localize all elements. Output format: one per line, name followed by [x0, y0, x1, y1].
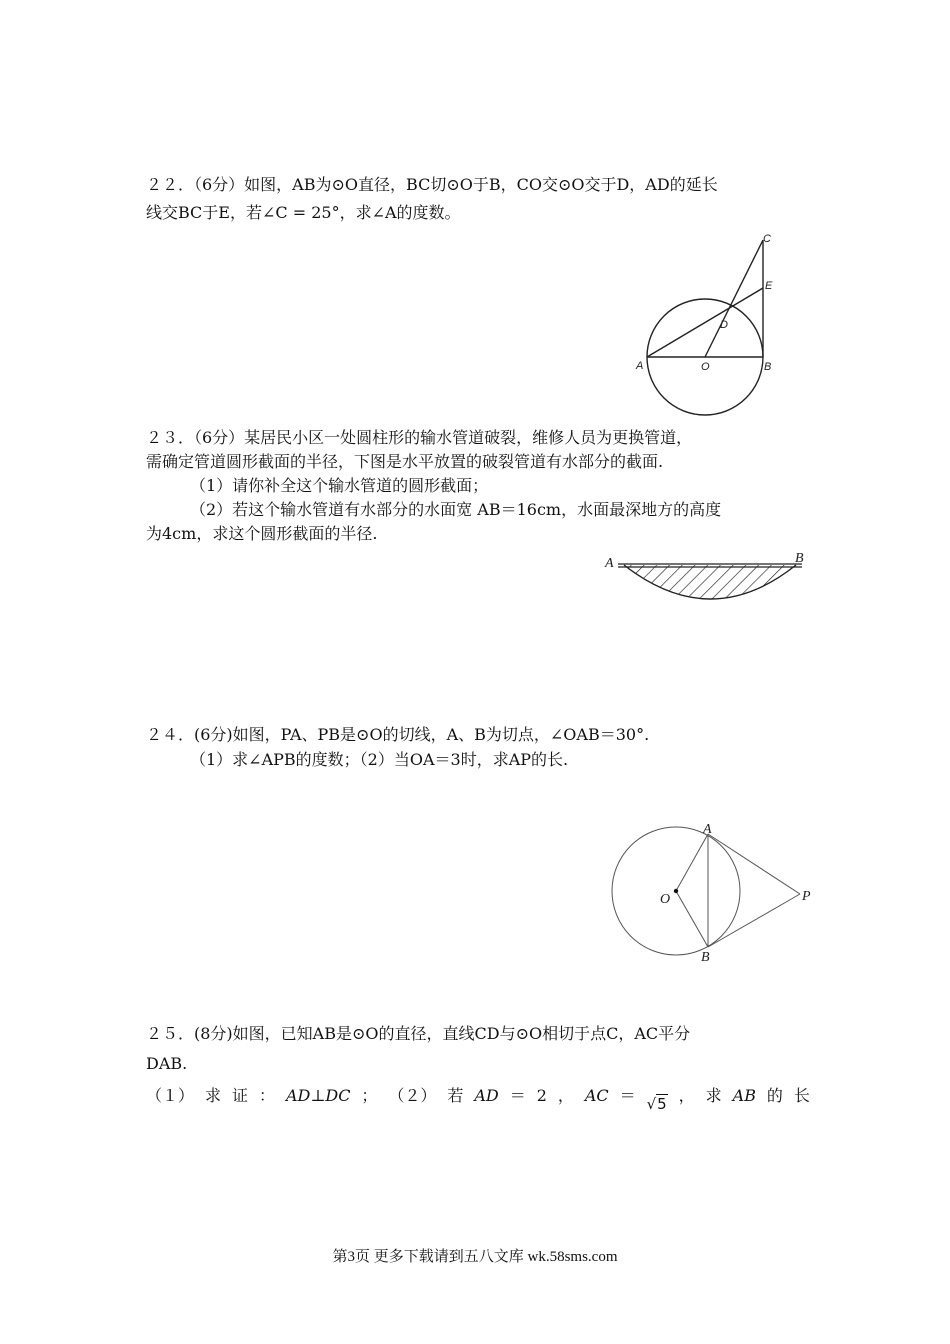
q25-part: ： — [258, 1086, 275, 1105]
q25-part: 的 — [766, 1086, 783, 1105]
label-a: A — [605, 556, 614, 571]
tangent-pa — [708, 834, 800, 894]
q25-part: AC — [584, 1086, 609, 1105]
label-p: P — [802, 889, 811, 904]
label-e: E — [765, 280, 773, 292]
q24-figure — [598, 818, 823, 968]
q24-line-2: （1）求∠APB的度数；（2）当OA＝3时，求AP的长. — [190, 750, 569, 769]
label-b: B — [701, 950, 710, 965]
q25-part: 求 — [705, 1086, 722, 1105]
label-c: C — [763, 233, 771, 245]
q25-part: ， — [557, 1086, 574, 1105]
label-a: A — [636, 360, 644, 372]
page-footer: 第3页 更多下载请到五八文库 wk.58sms.com — [332, 1249, 618, 1265]
q22-figure — [628, 228, 778, 423]
sqrt-value: 5 — [657, 1095, 667, 1113]
q25-part: ； — [361, 1086, 378, 1105]
q25-part: 若 — [447, 1086, 464, 1105]
q25-part: （１） — [146, 1086, 195, 1105]
q25-part: 证 — [231, 1086, 248, 1105]
q23-figure — [600, 545, 822, 617]
q25-part: ＝ — [509, 1086, 526, 1105]
q25-line-2: DAB. — [146, 1054, 188, 1073]
center-dot — [674, 889, 678, 893]
q25-part: 2 — [536, 1086, 547, 1105]
q22-line-2: 线交BC于E，若∠C = 25°，求∠A的度数。 — [146, 203, 461, 222]
line-co — [705, 240, 763, 357]
label-o: O — [701, 361, 710, 373]
q25-part: AD⊥DC — [285, 1086, 351, 1105]
q23-line-5: 为4cm，求这个圆形截面的半径. — [146, 524, 378, 543]
q25-part: AB — [732, 1086, 756, 1105]
q23-line-3: （1）请你补全这个输水管道的圆形截面； — [190, 476, 489, 495]
q25-line-1: ２５．(8分)如图，已知AB是⊙O的直径，直线CD与⊙O相切于点C，AC平分 — [146, 1024, 691, 1043]
label-b: B — [795, 551, 804, 566]
q25-part: 求 — [204, 1086, 221, 1105]
sqrt-symbol: √5 — [646, 1095, 667, 1113]
radius-oa — [676, 834, 708, 891]
q23-line-1: ２３．（6分）某居民小区一处圆柱形的输水管道破裂，维修人员为更换管道， — [146, 428, 693, 447]
q25-part: AD — [474, 1086, 499, 1105]
q22-line-1: ２２．（6分）如图，AB为⊙O直径，BC切⊙O于B，CO交⊙O交于D，AD的延长 — [146, 175, 718, 194]
q25-part: ＝ — [619, 1086, 636, 1105]
label-d: D — [720, 319, 728, 331]
q25-part: 长 — [793, 1086, 810, 1105]
tangent-pb — [708, 894, 800, 947]
q25-line-3 — [146, 1085, 810, 1113]
q23-line-4: （2）若这个输水管道有水部分的水面宽 AB＝16cm，水面最深地方的高度 — [190, 500, 722, 519]
radius-ob — [676, 891, 708, 947]
label-a: A — [703, 822, 712, 837]
q25-part: ， — [678, 1086, 695, 1105]
q24-line-1: ２４．(6分)如图，PA、PB是⊙O的切线，A、B为切点，∠OAB＝30°. — [146, 725, 650, 744]
label-b: B — [764, 361, 772, 373]
water-hatch — [620, 561, 800, 617]
q25-part: （２） — [388, 1086, 437, 1105]
label-o: O — [660, 892, 671, 907]
q23-line-2: 需确定管道圆形截面的半径，下图是水平放置的破裂管道有水部分的截面. — [146, 452, 664, 471]
